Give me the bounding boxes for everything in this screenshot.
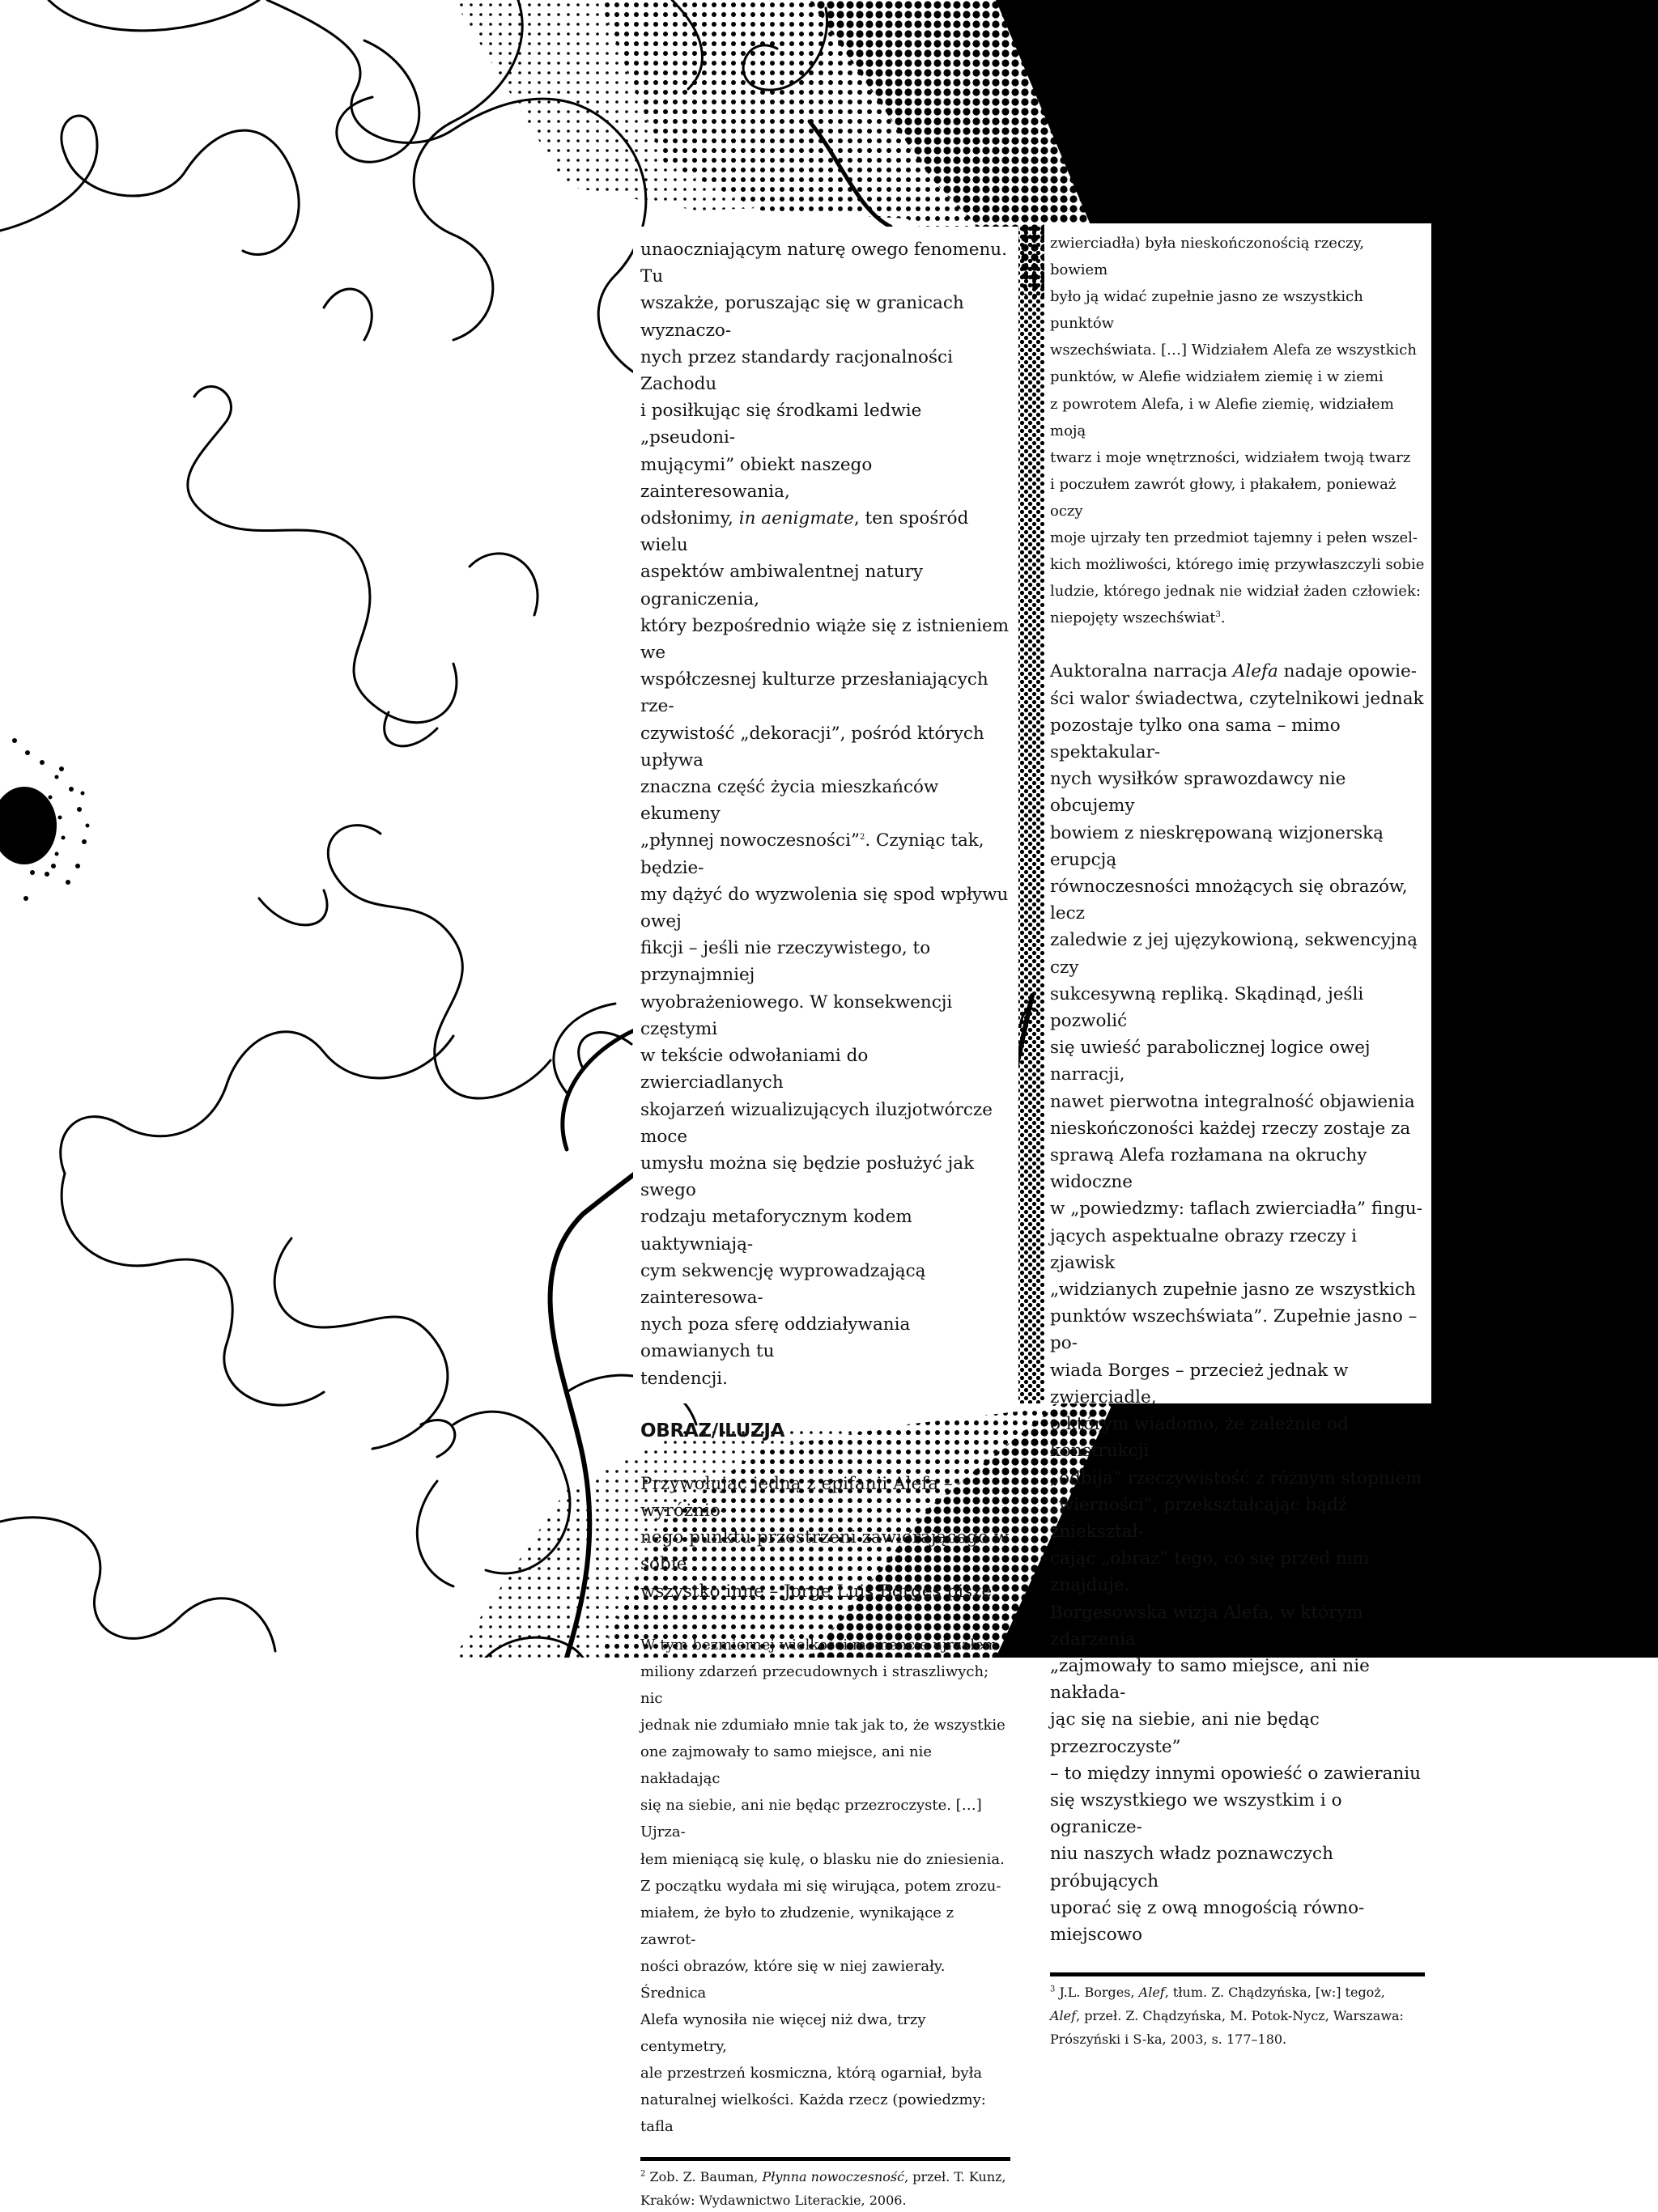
block-quote-continued: zwierciadła) była nieskończonością rzeczy, bowiem było ją widać zupełnie jasno ze wszystkich punktów wszechświata. […] Widziałem Alefa ze wszystkich punktów, w Alefie widziałem ziemię i w ziemi z powrotem Alefa, i w Alefie ziemię, widziałem moją twarz i moje wnętrzności, widziałem twoją twarz i poczułem zawrót głowy, i płakałem, ponieważ oczy moje ujrzały ten przedmiot tajemny i pełen wszel- kich możliwości, którego imię przywłaszczyli sobie ludzie, którego jednak nie widział żaden człowiek: niepojęty wszechświat$^3$.	[1050, 235, 1425, 627]
checker-strip	[1018, 227, 1044, 1403]
footnote-2: $^2$ Zob. Z. Bauman, Płynna nowoczesność, przeł. T. Kunz, Kraków: Wydawnictwo Literackie, 2006.	[640, 2168, 1006, 2208]
body-paragraph-1: unaoczniającym naturę owego fenomenu. Tu wszakże, poruszając się w granicach wyznaczo- nych przez standardy racjonalności Zachodu i posiłkując się środkami ledwie „pseudoni- mującymi” obiekt naszego zainteresowania, odsłonimy, in aenigmate, ten spośród wielu aspektów ambiwalentnej natury ograniczenia, który bezpośrednio wiąże się z istnieniem we współczesnej kulturze przesłaniających rze- czywistość „dekoracji”, pośród których upływa znaczna część życia mieszkańców ekumeny „płynnej nowoczesności”$^2$. Czyniąc tak, będzie- my dążyć do wyzwolenia się spod wpływu owej fikcji – jeśli nie rzeczywistego, to przynajmniej wyobrażeniowego. W konsekwencji częstymi w tekście odwołaniami do zwierciadlanych skojarzeń wizualizujących iluzjotwórcze moce umysłu można się będzie posłużyć jak swego rodzaju metaforycznym kodem uaktywniają- cym sekwencję wyprowadzającą zainteresowa- nych poza sferę oddziaływania omawianych tu tendencji.	[640, 240, 1010, 1389]
right-text-column	[1044, 223, 1431, 2048]
block-quote: W tym bezmiernej wielkości momencie ujrzałem miliony zdarzeń przecudownych i straszliwych; nic jednak nie zdumiało mnie tak jak to, że wszystkie one zajmowały to samo miejsce, ani nie nakładając się na siebie, ani nie będąc przezroczyste. […] Ujrza- łem mieniącą się kulę, o blasku nie do zniesienia. Z początku wydała mi się wirująca, potem zrozu- miałem, że było to złudzenie, wynikające z zawrot- ności obrazów, które się w niej zawierały. Średnica Alefa wynosiła nie więcej niż dwa, trzy centymetry, ale przestrzeń kosmiczna, którą ogarniał, była naturalnej wielkości. Każda rzecz (powiedzmy: tafla	[640, 1636, 1005, 2136]
body-paragraph-2: Przywołując jedną z epifanii Alefa – wyróżnio- nego punktu przestrzeni zawierającego w sobie wszystko inne – Jorge Luis Borges pisze:	[640, 1473, 1010, 1602]
body-paragraph-3: Auktoralna narracja Alefa nadaje opowie- ści walor świadectwa, czytelnikowi jednak pozostaje tylko ona sama – mimo spektakular- nych wysiłków sprawozdawcy nie obcujemy bowiem z nieskrępowaną wizjonerską erupcją równoczesności mnożących się obrazów, lecz zaledwie z jej ujęzykowioną, sekwencyjną czy sukcesywną repliką. Skądinąd, jeśli pozwolić się uwieść parabolicznej logice owej narracji, nawet pierwotna integralność objawienia nieskończoności każdej rzeczy zostaje za sprawą Alefa rozłamana na okruchy widoczne w „powiedzmy: taflach zwierciadła” fingu- jących aspektualne obrazy rzeczy i zjawisk „widzianych zupełnie jasno ze wszystkich punktów wszechświata”. Zupełnie jasno – po- wiada Borges – przecież jednak w zwierciadle, o którym wiadomo, że zależnie od konstrukcji „odbija” rzeczywistość z różnym stopniem „wierności”, przekształcając bądź zniekształ- cając „obraz” tego, co się przed nim znajduje. Borgesowska wizja Alefa, w którym zdarzenia „zajmowały to samo miejsce, ani nie nakłada- jąc się na siebie, ani nie będąc przezroczyste” – to między innymi opowieść o zawieraniu się wszystkiego we wszystkim i o ogranicze- niu naszych władz poznawczych próbujących uporać się z ową mnogością równo-miejscowo	[1050, 661, 1424, 1945]
section-heading: OBRAZ/ILUZJA	[640, 1420, 785, 1441]
left-text-column	[633, 227, 1018, 2208]
footnote-rule	[640, 2157, 1010, 2161]
footnote-rule-right	[1050, 1972, 1425, 1976]
dot-cluster	[0, 738, 90, 901]
footnote-3: $^3$ J.L. Borges, Alef, tłum. Z. Chądzyńska, [w:] tegoż, Alef, przeł. Z. Chądzyńska, M. Potok-Nycz, Warszawa: Prószyński i S-ka, 2003, s. 177–180.	[1050, 1985, 1404, 2048]
